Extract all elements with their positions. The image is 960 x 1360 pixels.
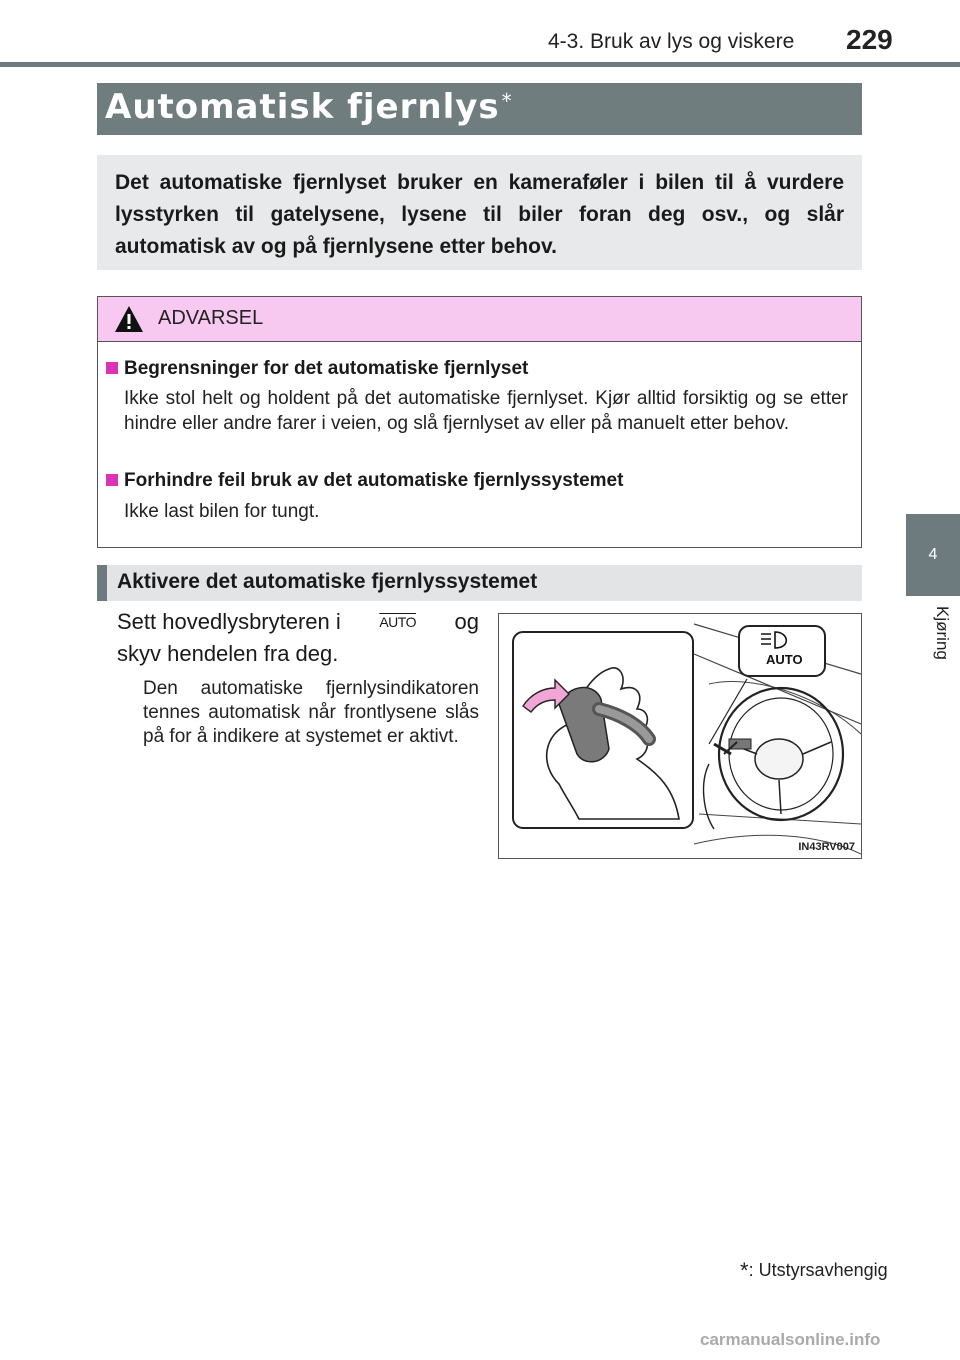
illustration [498, 613, 862, 859]
bullet-square-icon [106, 362, 118, 374]
footnote-text: : Utstyrsavhengig [748, 1259, 888, 1280]
warning-item-text: Ikke last bilen for tungt. [124, 501, 320, 522]
bullet-square-icon [106, 474, 118, 486]
page-number: 229 [846, 24, 893, 55]
warning-header [98, 297, 861, 342]
header-rule [0, 62, 960, 67]
warning-item-heading [106, 470, 623, 492]
subsection-bar [97, 565, 862, 601]
warning-item-heading-text: Forhindre feil bruk av det automatiske fjernlyssystemet [124, 470, 624, 491]
intro-box: Det automatiske fjernlyset bruker en kameraføler i bilen til å vurdere lysstyrken til gatelysene, lysene til biler foran deg osv., og slår automatisk av og på fjernlysene etter behov. [97, 155, 862, 270]
auto-indicator-label: AUTO [766, 652, 803, 667]
steering-column-illustration [499, 614, 861, 858]
subsection-title: Aktivere det automatiske fjernlyssystemet [117, 570, 538, 593]
watermark: carmanualsonline.info [700, 1330, 881, 1349]
section-title [105, 87, 513, 127]
warning-box [97, 296, 862, 548]
section-title-bar [97, 83, 862, 135]
figure-code: IN43RV007 [798, 841, 855, 853]
instruction-step [117, 606, 479, 670]
section-title-text: Automatisk fjernlys [105, 87, 500, 127]
warning-item-heading [106, 358, 528, 380]
warning-triangle-icon [114, 305, 144, 333]
step-text-line2: skyv hendelen fra deg. [117, 641, 339, 666]
footnote-marker: * [740, 1258, 749, 1283]
equipment-marker: * [501, 89, 513, 113]
step-note: Den automatiske fjernlysindikatoren tennes automatisk når frontlysene slås på for å indikere at systemet er aktivt. [143, 678, 479, 747]
chapter-tab: 4 [906, 514, 960, 596]
step-text: Sett hovedlysbryteren i [117, 609, 341, 634]
footnote [740, 1258, 888, 1284]
warning-title: ADVARSEL [158, 307, 264, 329]
chapter-tab-label: Kjøring [933, 606, 952, 660]
warning-item-heading-text: Begrensninger for det automatiske fjernlyset [124, 358, 529, 379]
auto-switch-symbol: AUTO [379, 614, 416, 630]
step-text: og [454, 609, 479, 634]
running-header-section: 4-3. Bruk av lys og viskere [548, 30, 795, 53]
warning-item-text: Ikke stol helt og holdent på det automatiske fjernlyset. Kjør alltid forsiktig og se etter hindre eller andre farer i veien, og slå fjernlyset av eller på manuelt etter behov. [124, 388, 848, 434]
